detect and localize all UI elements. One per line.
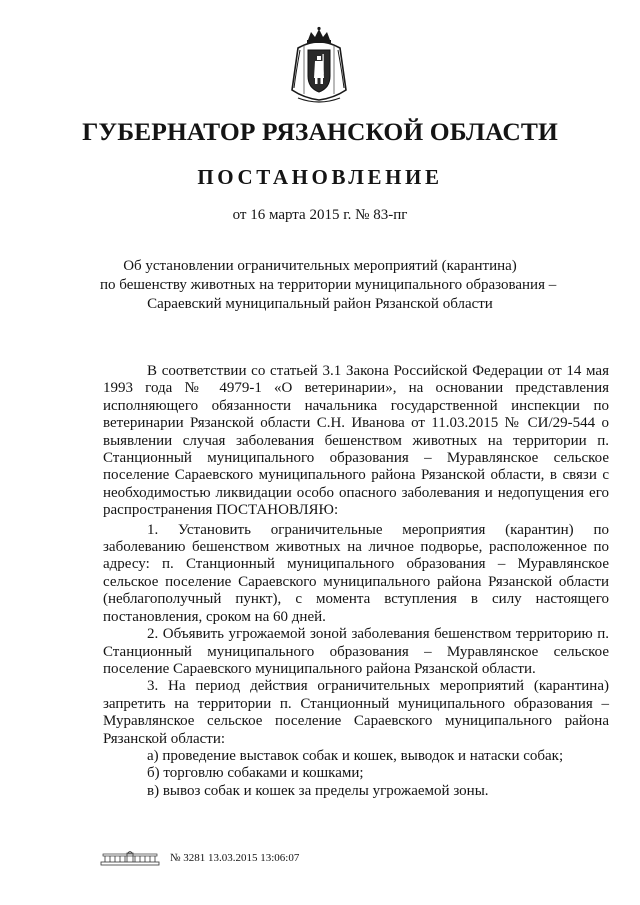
document-subject	[100, 257, 557, 314]
subject-line-3: Сараевский муниципальный район Рязанской области	[147, 296, 493, 312]
sub-item-a: а) проведение выставок собак и кошек, выводок и натаски собак;	[147, 747, 564, 764]
preamble-paragraph: В соответствии со статьей 3.1 Закона Российской Федерации от 14 мая 1993 года № 4979-1 «О ветеринарии», на основании представления исполняющего обязанности начальника государственной инспекции по ветеринарии Рязанской области С.Н. Иванова от 11.03.2015 № СИ/29-544 о выявлении случая заболевания бешенством животных на территории п. Станционный муниципального образования – Муравлянское сельское поселение Сараевского муниципального района Рязанской области, в связи с необходимостью ликвидации особо опасного заболевания и недопущения его распространения ПОСТАНОВЛЯЮ:	[103, 363, 609, 519]
document-type-title: ПОСТАНОВЛЕНИЕ	[197, 165, 443, 189]
item-1-paragraph: 1. Установить ограничительные мероприятия (карантин) по заболеванию бешенством животных на личное подворье, расположенное по адресу: п. Станционный муниципального образования – Муравлянское сельское поселение Сараевского муниципального района Рязанской области (неблагополучный пункт), с момента вступления в силу настоящего постановления, сроком на 60 дней.	[103, 521, 609, 625]
government-building-stamp-icon	[100, 850, 160, 866]
document-date-number: от 16 марта 2015 г. № 83-пг	[232, 207, 408, 223]
sub-item-b: б) торговлю собаками и кошками;	[147, 765, 364, 782]
document-body	[103, 363, 609, 800]
registration-footer	[100, 848, 299, 868]
sub-item-c: в) вывоз собак и кошек за пределы угрожаемой зоны.	[147, 782, 489, 799]
ryazan-coat-of-arms-icon	[286, 26, 352, 106]
registration-number: № 3281 13.03.2015 13:06:07	[170, 852, 300, 864]
subject-line-2: по бешенству животных на территории муниципального образования –	[100, 277, 557, 293]
item-2-paragraph: 2. Объявить угрожаемой зоной заболевания бешенством территорию п. Станционный муниципального образования – Муравлянское сельское поселение Сараевского муниципального района Рязанской области.	[103, 626, 609, 677]
authority-heading: ГУБЕРНАТОР РЯЗАНСКОЙ ОБЛАСТИ	[82, 117, 558, 146]
subject-line-1: Об установлении ограничительных мероприятий (карантина)	[123, 258, 517, 274]
item-3-paragraph: 3. На период действия ограничительных мероприятий (карантина) запретить на территории п. Станционный муниципального образования – Муравлянское сельское поселение Сараевского муниципального района Рязанской области:	[103, 678, 609, 747]
